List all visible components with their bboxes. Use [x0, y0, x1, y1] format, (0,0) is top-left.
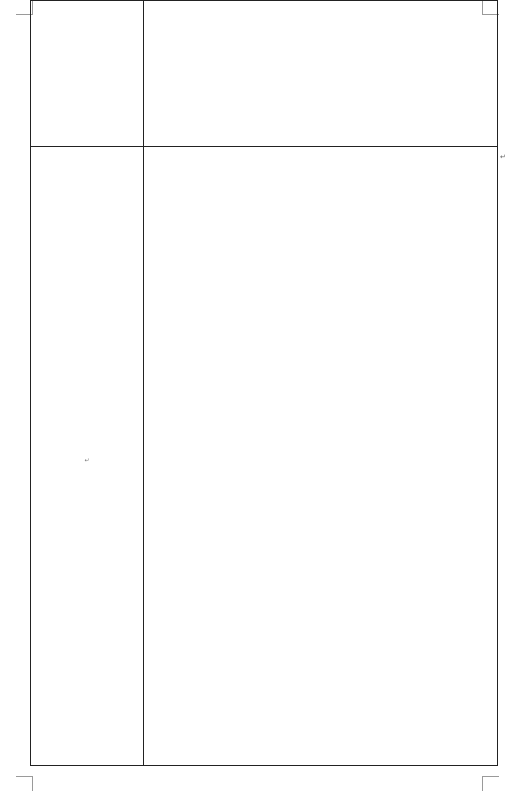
basis-content — [144, 147, 497, 148]
responsibility-table — [30, 0, 498, 766]
basis-cell — [144, 147, 498, 766]
table-row-responsibilities — [31, 1, 498, 147]
responsibility-cell — [144, 1, 498, 147]
crop-mark-bottom-right — [482, 776, 499, 791]
table-row-basis — [31, 147, 498, 766]
paragraph-mark: ↵ — [500, 153, 506, 161]
responsibility-content — [144, 1, 497, 2]
basis-label-cell: ↵ — [31, 147, 144, 766]
crop-mark-bottom-left — [16, 776, 33, 791]
empty-label-cell — [31, 1, 144, 147]
